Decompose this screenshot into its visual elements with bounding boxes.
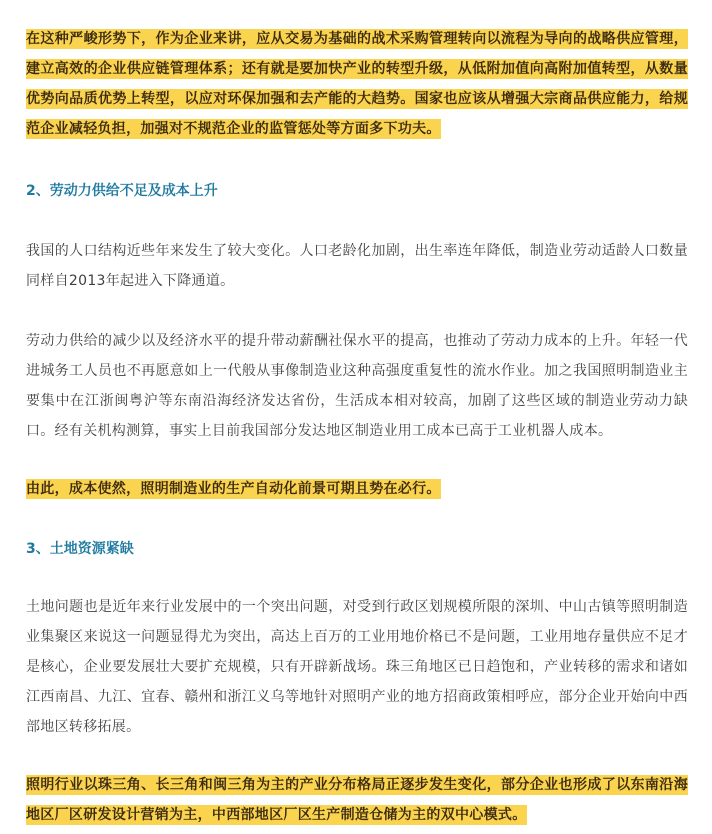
intro-paragraph	[26, 24, 688, 144]
intro-highlight-text: 在这种严峻形势下，作为企业来讲，应从交易为基础的战术采购管理转向以流程为导向的战略供应管理，建立高效的企业供应链管理体系；还有就是要加快产业的转型升级，从低附加值向高附加值转型，从数量优势向品质优势上转型，以应对环保加强和去产能的大趋势。国家也应该从增强大宗商品供应能力，给规范企业减轻负担，加强对不规范企业的监管惩处等方面多下功夫。	[26, 31, 688, 137]
labor-paragraph-2: 劳动力供给的减少以及经济水平的提升带动薪酬社保水平的提高，也推动了劳动力成本的上升。年轻一代进城务工人员也不再愿意如上一代般从事像制造业这种高强度重复性的流水作业。加之我国照明制造业主要集中在江浙闽粤沪等东南沿海经济发达省份，生活成本相对较高，加剧了这些区域的制造业劳动力缺口。经有关机构测算，事实上目前我国部分发达地区制造业用工成本已高于工业机器人成本。	[26, 333, 688, 439]
labor-paragraph-1: 我国的人口结构近些年来发生了较大变化。人口老龄化加剧，出生率连年降低，制造业劳动适龄人口数量同样自2013年起进入下降通道。	[26, 243, 688, 289]
land-conclusion-paragraph	[26, 770, 688, 830]
land-paragraph-1: 土地问题也是近年来行业发展中的一个突出问题，对受到行政区划规模所限的深圳、中山古镇等照明制造业集聚区来说这一问题显得尤为突出，高达上百万的工业用地价格已不是问题，工业用地存量供应不足才是核心，企业要发展壮大要扩充规模，只有开辟新战场。珠三角地区已日趋饱和，产业转移的需求和诸如江西南昌、九江、宜春、赣州和浙江义乌等地针对照明产业的地方招商政策相呼应，部分企业开始向中西部地区转移拓展。	[26, 599, 688, 735]
land-conclusion-highlight: 照明行业以珠三角、长三角和闽三角为主的产业分布格局正逐步发生变化，部分企业也形成了以东南沿海地区厂区研发设计营销为主，中西部地区厂区生产制造仓储为主的双中心模式。	[26, 777, 688, 823]
labor-conclusion-paragraph	[26, 474, 688, 504]
labor-conclusion-highlight: 由此，成本使然，照明制造业的生产自动化前景可期且势在必行。	[26, 481, 441, 497]
section-heading-land: 3、土地资源紧缺	[26, 541, 134, 557]
article-body	[26, 24, 688, 830]
section-heading-labor: 2、劳动力供给不足及成本上升	[26, 183, 218, 199]
